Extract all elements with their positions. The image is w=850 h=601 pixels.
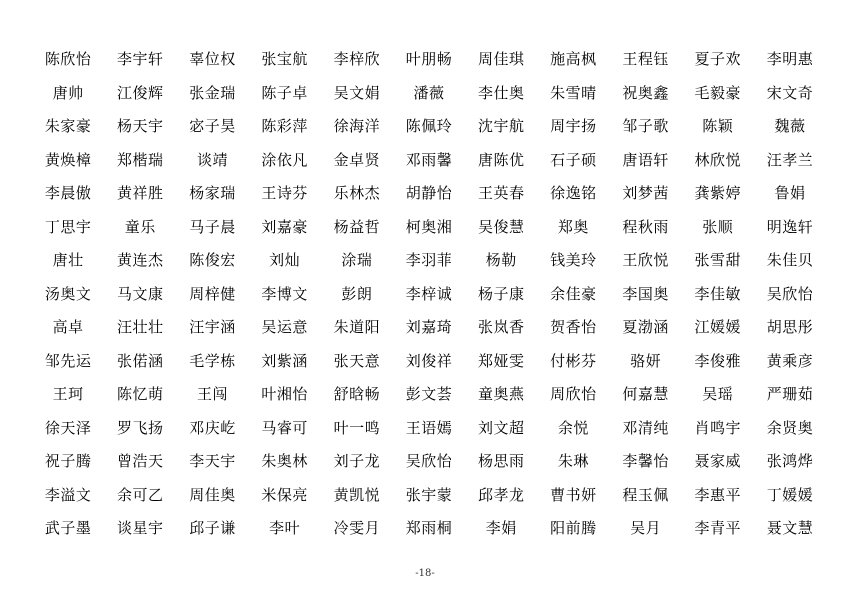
name-cell: 黄连杰 <box>117 251 164 270</box>
name-cell: 杨家瑞 <box>189 184 236 203</box>
name-cell: 祝奥鑫 <box>622 83 669 102</box>
name-cell: 钱美玲 <box>550 251 597 270</box>
name-cell: 周佳琪 <box>477 50 525 69</box>
name-cell: 肖鸣宇 <box>694 418 742 437</box>
name-cell: 丁思宇 <box>44 217 92 236</box>
name-cell: 马睿可 <box>261 418 308 437</box>
name-cell: 毛学栋 <box>189 351 236 370</box>
name-cell: 汪孝兰 <box>766 150 814 169</box>
name-cell: 李叶 <box>269 519 301 538</box>
name-cell: 杨思雨 <box>477 452 525 471</box>
name-cell: 夏子欢 <box>694 50 742 69</box>
name-cell: 李娟 <box>485 519 517 538</box>
name-cell: 鲁娟 <box>774 184 806 203</box>
name-cell: 王诗芬 <box>261 184 308 203</box>
page-number: -18- <box>415 568 435 579</box>
name-cell: 张岚香 <box>477 318 525 337</box>
name-cell: 贺香怡 <box>550 318 597 337</box>
name-cell: 徐海洋 <box>333 117 381 136</box>
name-cell: 徐逸铭 <box>550 184 597 203</box>
name-cell: 马文康 <box>117 284 164 303</box>
name-cell: 李明惠 <box>766 50 814 69</box>
name-cell: 余可乙 <box>117 485 164 504</box>
name-cell: 叶朋畅 <box>405 50 453 69</box>
name-cell: 朱琳 <box>557 452 589 471</box>
name-cell: 陈佩玲 <box>405 117 453 136</box>
name-cell: 曾浩天 <box>117 452 164 471</box>
name-cell: 江俊辉 <box>117 83 164 102</box>
name-cell: 陈彩萍 <box>261 117 308 136</box>
name-cell: 明逸轩 <box>766 217 814 236</box>
name-cell: 李博文 <box>261 284 308 303</box>
name-cell: 吴欣怡 <box>405 452 453 471</box>
name-cell: 朱雪晴 <box>550 83 597 102</box>
name-cell: 曹书妍 <box>550 485 597 504</box>
name-cell: 李羽菲 <box>405 251 453 270</box>
name-cell: 张天意 <box>333 351 381 370</box>
name-cell: 沈宇航 <box>477 117 525 136</box>
name-cell: 黄焕樟 <box>44 150 92 169</box>
name-cell: 唐壮 <box>52 251 84 270</box>
name-cell: 郑楷瑞 <box>117 150 164 169</box>
name-cell: 邱孝龙 <box>477 485 525 504</box>
name-cell: 李国奥 <box>622 284 669 303</box>
name-cell: 李溢文 <box>44 485 92 504</box>
name-cell: 林欣悦 <box>694 150 742 169</box>
name-cell: 刘紫涵 <box>261 351 308 370</box>
name-cell: 吴月 <box>630 519 662 538</box>
name-cell: 严珊茹 <box>766 385 814 404</box>
name-cell: 舒晗畅 <box>333 385 381 404</box>
name-cell: 刘灿 <box>269 251 301 270</box>
name-cell: 吴俊慧 <box>477 217 525 236</box>
name-cell: 高卓 <box>52 318 84 337</box>
name-cell: 胡静怡 <box>405 184 453 203</box>
name-cell: 王闯 <box>196 385 228 404</box>
name-cell: 何嘉慧 <box>622 385 669 404</box>
name-cell: 江媛媛 <box>694 318 742 337</box>
name-cell: 杨子康 <box>477 284 525 303</box>
name-cell: 刘文超 <box>477 418 525 437</box>
name-cell: 丁媛媛 <box>766 485 814 504</box>
name-cell: 刘嘉琦 <box>405 318 453 337</box>
name-cell: 涂依凡 <box>261 150 308 169</box>
name-cell: 王英春 <box>477 184 525 203</box>
name-cell: 朱佳贝 <box>766 251 814 270</box>
name-cell: 邹子歌 <box>622 117 669 136</box>
name-cell: 涂瑞 <box>341 251 373 270</box>
name-cell: 聂家威 <box>694 452 742 471</box>
name-cell: 吴运意 <box>261 318 308 337</box>
name-cell: 邱子谦 <box>189 519 236 538</box>
name-cell: 周宇扬 <box>550 117 597 136</box>
name-cell: 邹先运 <box>44 351 92 370</box>
name-cell: 吴文娟 <box>333 83 381 102</box>
name-cell: 祝子腾 <box>44 452 92 471</box>
name-cell: 黄乘彦 <box>766 351 814 370</box>
name-cell: 龚紫婷 <box>694 184 742 203</box>
name-cell: 周佳奥 <box>189 485 236 504</box>
name-cell: 刘嘉豪 <box>261 217 308 236</box>
name-cell: 王欣悦 <box>622 251 669 270</box>
name-cell: 周欣怡 <box>550 385 597 404</box>
name-cell: 张宇蒙 <box>405 485 453 504</box>
name-cell: 彭文荟 <box>405 385 453 404</box>
name-cell: 李梓诚 <box>405 284 453 303</box>
name-cell: 李梓欣 <box>333 50 381 69</box>
name-cell: 张鸿烨 <box>766 452 814 471</box>
name-cell: 陈俊宏 <box>189 251 236 270</box>
name-cell: 汪宇涵 <box>189 318 236 337</box>
name-cell: 张偌涵 <box>117 351 164 370</box>
name-cell: 辜位权 <box>189 50 236 69</box>
name-cell: 朱道阳 <box>333 318 381 337</box>
name-cell: 石子硕 <box>550 150 597 169</box>
name-cell: 朱家豪 <box>44 117 92 136</box>
name-cell: 陈颖 <box>702 117 734 136</box>
name-cell: 叶一鸣 <box>333 418 381 437</box>
name-cell: 郑娅雯 <box>477 351 525 370</box>
name-cell: 胡思彤 <box>766 318 814 337</box>
name-cell: 陈子卓 <box>261 83 308 102</box>
name-cell: 程秋雨 <box>622 217 669 236</box>
name-cell: 唐帅 <box>52 83 84 102</box>
name-cell: 刘俊祥 <box>405 351 453 370</box>
name-cell: 周梓健 <box>189 284 236 303</box>
name-cell: 黄祥胜 <box>117 184 164 203</box>
name-cell: 付彬芬 <box>550 351 597 370</box>
name-cell: 邓庆屹 <box>189 418 236 437</box>
name-cell: 杨益哲 <box>333 217 381 236</box>
name-cell: 唐陈优 <box>477 150 525 169</box>
name-cell: 黄凯悦 <box>333 485 381 504</box>
name-cell: 张雪甜 <box>694 251 742 270</box>
name-cell: 徐天泽 <box>44 418 92 437</box>
name-cell: 施高枫 <box>550 50 597 69</box>
name-cell: 金卓贤 <box>333 150 381 169</box>
name-cell: 罗飞扬 <box>117 418 164 437</box>
name-cell: 张金瑞 <box>189 83 236 102</box>
name-cell: 乐林杰 <box>333 184 381 203</box>
name-cell: 汪壮壮 <box>117 318 164 337</box>
name-cell: 朱奥林 <box>261 452 308 471</box>
name-cell: 童乐 <box>124 217 156 236</box>
name-cell: 张顺 <box>702 217 734 236</box>
name-cell: 汤奥文 <box>44 284 92 303</box>
name-cell: 陈欣怡 <box>44 50 92 69</box>
name-cell: 马子晨 <box>189 217 236 236</box>
name-cell: 杨天宇 <box>117 117 164 136</box>
name-cell: 王程钰 <box>622 50 669 69</box>
name-cell: 刘梦茜 <box>622 184 669 203</box>
name-cell: 骆妍 <box>630 351 662 370</box>
name-cell: 郑雨桐 <box>405 519 453 538</box>
name-cell: 童奥燕 <box>477 385 525 404</box>
name-cell: 李晨傲 <box>44 184 92 203</box>
name-cell: 阳前腾 <box>550 519 597 538</box>
name-cell: 武子墨 <box>44 519 92 538</box>
name-cell: 谈靖 <box>196 150 228 169</box>
name-list-grid <box>32 42 826 545</box>
name-cell: 宓子昊 <box>189 117 236 136</box>
name-cell: 李仕奥 <box>477 83 525 102</box>
name-cell: 聂文慧 <box>766 519 814 538</box>
name-cell: 唐语轩 <box>622 150 669 169</box>
name-cell: 余贤奥 <box>766 418 814 437</box>
name-cell: 邓清纯 <box>622 418 669 437</box>
name-cell: 李馨怡 <box>622 452 669 471</box>
name-cell: 吴瑶 <box>702 385 734 404</box>
name-cell: 彭朗 <box>341 284 373 303</box>
name-cell: 夏渤涵 <box>622 318 669 337</box>
name-cell: 冷雯月 <box>333 519 381 538</box>
name-cell: 郑奥 <box>557 217 589 236</box>
name-cell: 余佳豪 <box>550 284 597 303</box>
name-cell: 潘薇 <box>413 83 445 102</box>
name-cell: 毛毅豪 <box>694 83 742 102</box>
name-cell: 王珂 <box>52 385 84 404</box>
name-cell: 李宇轩 <box>117 50 164 69</box>
name-cell: 李佳敏 <box>694 284 742 303</box>
name-cell: 邓雨馨 <box>405 150 453 169</box>
name-cell: 李惠平 <box>694 485 742 504</box>
name-cell: 李俊雅 <box>694 351 742 370</box>
name-cell: 李天宇 <box>189 452 236 471</box>
name-cell: 米保亮 <box>261 485 308 504</box>
name-cell: 杨勒 <box>485 251 517 270</box>
name-cell: 吴欣怡 <box>766 284 814 303</box>
name-cell: 陈忆萌 <box>117 385 164 404</box>
name-cell: 柯奥湘 <box>405 217 453 236</box>
name-cell: 魏薇 <box>774 117 806 136</box>
name-cell: 宋文奇 <box>766 83 814 102</box>
name-cell: 程玉佩 <box>622 485 669 504</box>
name-cell: 王语嫣 <box>405 418 453 437</box>
name-cell: 刘子龙 <box>333 452 381 471</box>
name-cell: 谈星宇 <box>117 519 164 538</box>
name-cell: 余悦 <box>557 418 589 437</box>
name-cell: 叶湘怡 <box>261 385 308 404</box>
name-cell: 李青平 <box>694 519 742 538</box>
name-cell: 张宝航 <box>261 50 308 69</box>
